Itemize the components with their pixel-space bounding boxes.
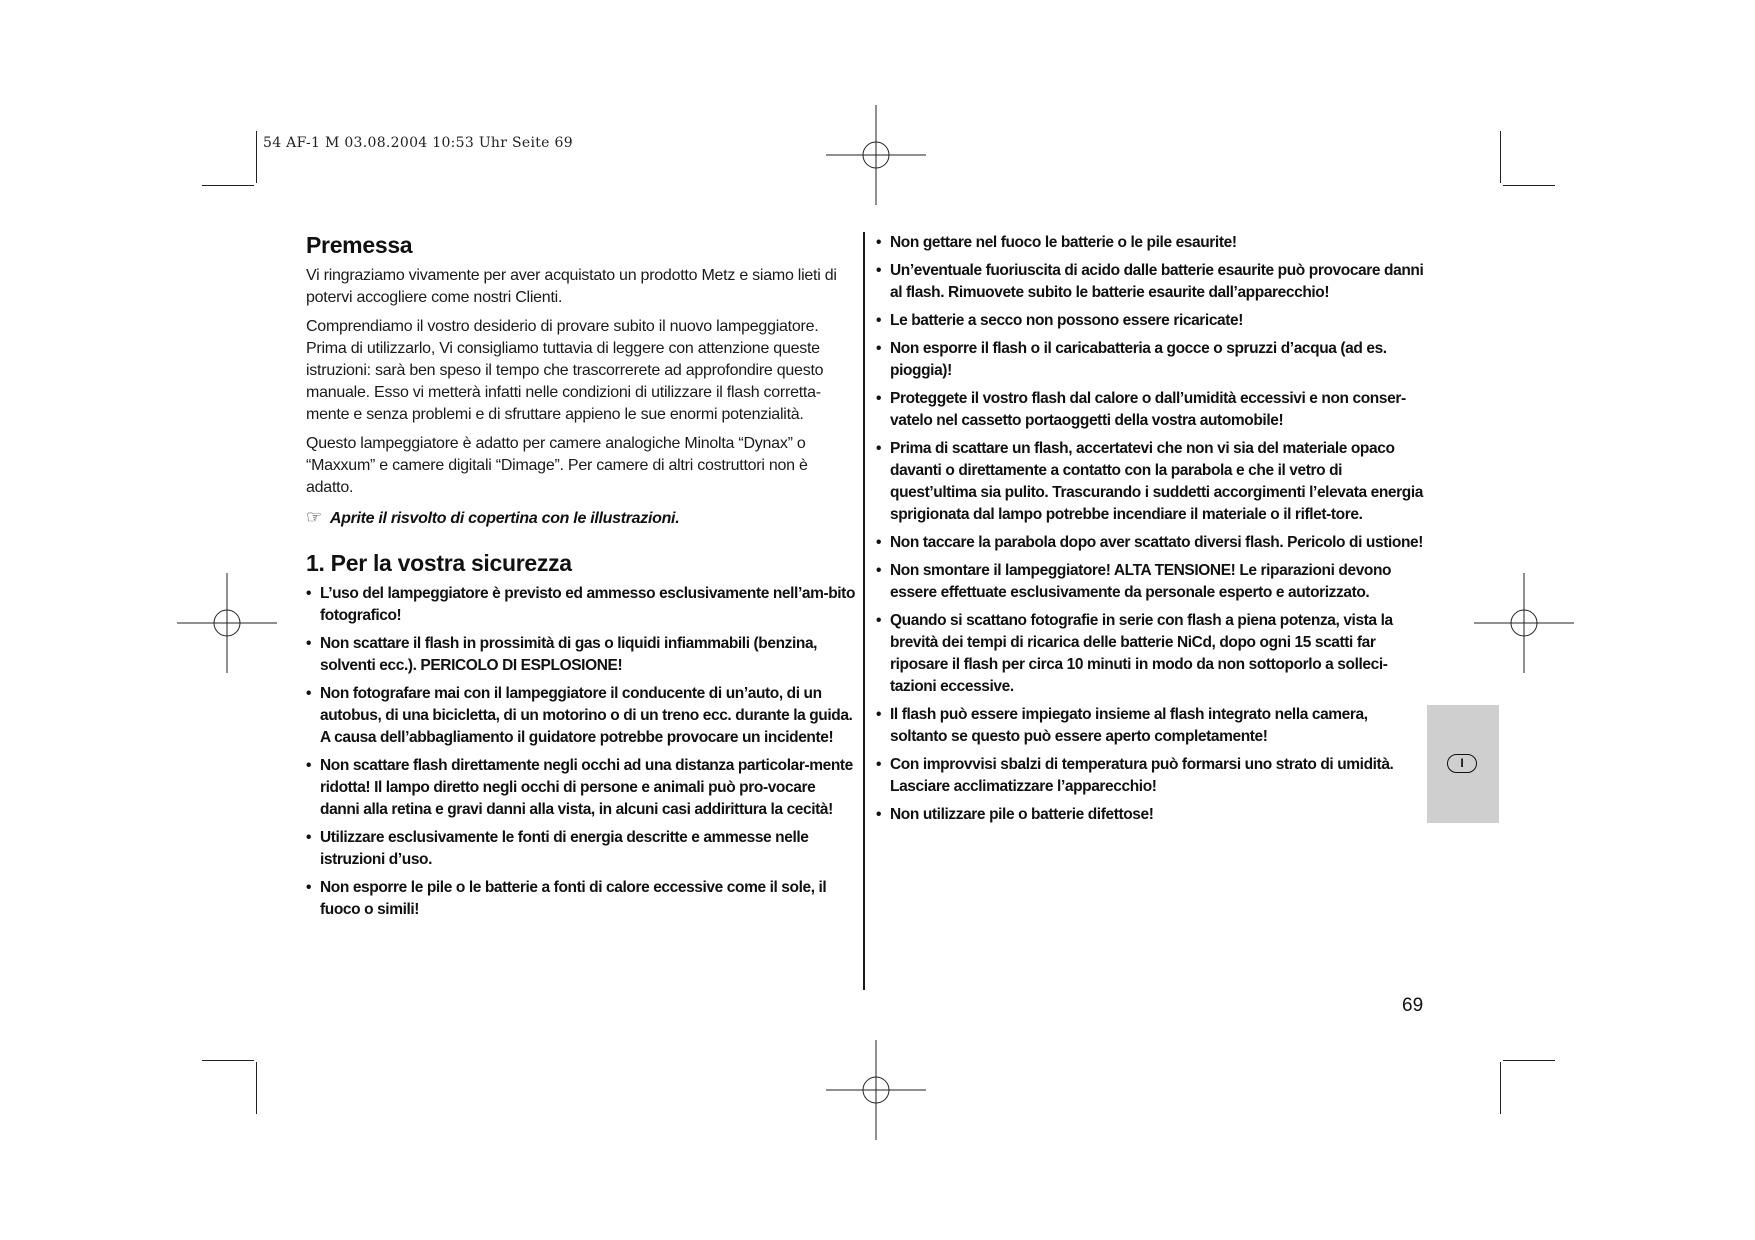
- paragraph-compatibility: Questo lampeggiatore è adatto per camere analogiche Minolta “Dynax” o “Maxxum” e camere digitali “Dimage”. Per camere di altri costruttori non è adatto.: [306, 435, 808, 496]
- list-item: • Il flash può essere impiegato insieme al flash integrato nella camera, soltanto se questo può essere aperto completamente!: [876, 706, 1368, 745]
- list-item: • Non smontare il lampeggiatore! ALTA TENSIONE! Le riparazioni devono essere effettuate esclusivamente da personale esperto e autorizzato.: [876, 562, 1392, 601]
- safety-list-right: [876, 232, 1428, 826]
- page-number: 69: [1402, 995, 1424, 1016]
- list-item: • L’uso del lampeggiatore è previsto ed ammesso esclusivamente nell’am-bito fotografico!: [306, 585, 856, 624]
- list-item: • Prima di scattare un flash, accertatevi che non vi sia del materiale opaco davanti o direttamente a contatto con la parabola e che il vetro di quest’ultima sia pulito. Trascurando i suddetti accorgimenti l’elevata energia sprigionata dal lampo potrebbe incendiare il materiale o il riflet-tore.: [876, 440, 1423, 523]
- heading-premessa: Premessa: [306, 232, 413, 258]
- list-item: • Quando si scattano fotografie in serie con flash a piena potenza, vista la brevità dei tempi di ricarica delle batterie NiCd, dopo ogni 15 scatti far riposare il flash per circa 10 minuti in modo da non sottoporlo a solleci-tazioni eccessive.: [876, 612, 1393, 695]
- paragraph-read-manual: Comprendiamo il vostro desiderio di provare subito il nuovo lampeggiatore. Prima di utilizzarlo, Vi consigliamo tuttavia di leggere con attenzione queste istruzioni: sarà ben speso il tempo che trascorrerete ad approfondire questo manuale. Esso vi metterà infatti nelle condizioni di utilizzare il flash corretta-mente e senza problemi e di sfruttare appieno le sue enormi potenzialità.: [306, 318, 824, 423]
- list-item: • Non scattare il flash in prossimità di gas o liquidi infiammabili (benzina, solventi ecc.). PERICOLO DI ESPLOSIONE!: [306, 635, 818, 674]
- list-item: • Non esporre il flash o il caricabatteria a gocce o spruzzi d’acqua (ad es. pioggia)!: [876, 340, 1387, 379]
- pointing-hand-icon: ☞: [306, 507, 322, 527]
- cover-note: [306, 506, 858, 530]
- list-item: • Non taccare la parabola dopo aver scattato diversi flash. Pericolo di ustione!: [876, 534, 1423, 551]
- paragraph-thanks: Vi ringraziamo vivamente per aver acquistato un prodotto Metz e siamo lieti di potervi accogliere come nostri Clienti.: [306, 267, 837, 306]
- language-tab: [1427, 705, 1499, 823]
- list-item: • Non gettare nel fuoco le batterie o le pile esaurite!: [876, 234, 1237, 251]
- list-item: • Proteggete il vostro flash dal calore o dall’umidità eccessivi e non conser-vatelo nel cassetto portaoggetti della vostra automobile!: [876, 390, 1406, 429]
- language-badge: I: [1447, 754, 1477, 773]
- registration-mark-right: [1474, 573, 1574, 673]
- list-item: • Non esporre le pile o le batterie a fonti di calore eccessive come il sole, il fuoco o simili!: [306, 879, 827, 918]
- list-item: • Non utilizzare pile o batterie difettose!: [876, 806, 1154, 823]
- heading-safety: 1. Per la vostra sicurezza: [306, 550, 572, 576]
- list-item: • Utilizzare esclusivamente le fonti di energia descritte e ammesse nelle istruzioni d’uso.: [306, 829, 809, 868]
- list-item: • Le batterie a secco non possono essere ricaricate!: [876, 312, 1244, 329]
- list-item: • Con improvvisi sbalzi di temperatura può formarsi uno strato di umidità. Lasciare acclimatizzare l’apparecchio!: [876, 756, 1394, 795]
- column-divider: [863, 232, 865, 990]
- list-item: • Non scattare flash direttamente negli occhi ad una distanza particolar-mente ridotta! Il lampo diretto negli occhi di persone e animali può pro-vocare danni alla retina e gravi danni alla vista, in alcuni casi addirittura la cecità!: [306, 757, 853, 818]
- list-item: • Non fotografare mai con il lampeggiatore il conducente di un’auto, di un autobus, di una bicicletta, di un motorino o di un treno ecc. durante la guida. A causa dell’abbagliamento il guidatore potrebbe provocare un incidente!: [306, 685, 853, 746]
- print-slug: 54 AF-1 M 03.08.2004 10:53 Uhr Seite 69: [263, 135, 573, 151]
- list-item: • Un’eventuale fuoriuscita di acido dalle batterie esaurite può provocare danni al flash. Rimuovete subito le batterie esaurite dall’apparecchio!: [876, 262, 1424, 301]
- cover-note-text: Aprite il risvolto di copertina con le illustrazioni.: [329, 510, 680, 527]
- left-column: [306, 232, 858, 927]
- registration-mark-left: [177, 573, 277, 673]
- registration-mark-bottom: [826, 1040, 926, 1140]
- registration-mark-top: [826, 105, 926, 205]
- safety-list-left: [306, 583, 858, 921]
- right-column: [876, 232, 1428, 832]
